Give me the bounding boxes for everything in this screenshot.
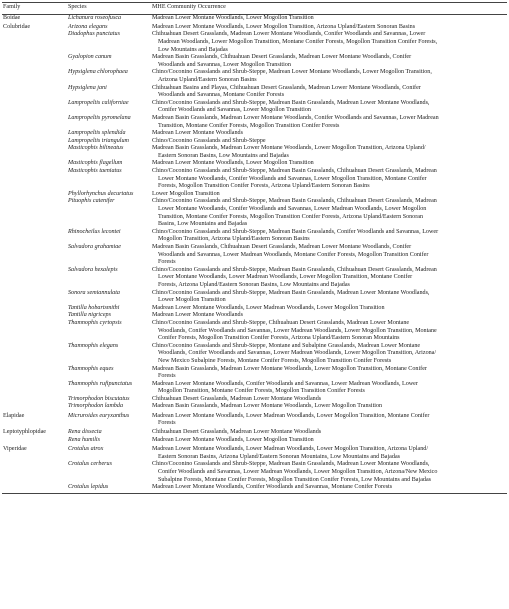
species-cell: Thamnophis eques bbox=[68, 365, 114, 372]
occurrence-cell bbox=[151, 191, 507, 199]
table-row bbox=[2, 428, 507, 437]
species-cell: Tantilla hobartsmithi bbox=[68, 304, 120, 311]
species-cell: Trimorphodon biscutatus bbox=[68, 395, 130, 402]
occurrence-line: Madrean Lower Montane Woodlands, Lower Mogollon Transition bbox=[152, 14, 314, 21]
occurrence-line: Chihuahuan Desert Grasslands, Madrean Lower Montane Woodlands bbox=[152, 429, 322, 436]
occurrence-cell bbox=[151, 403, 507, 411]
occurrence-line: Madrean Lower Montane Woodlands, Lower Madrean Woodlands, Lower Mogollon Transition, Arizona Upland/ bbox=[152, 446, 429, 453]
occurrence-cell bbox=[151, 85, 507, 100]
occurrence-line: Madrean Basin Grasslands, Chihuahuan Desert Grasslands, Madrean Lower Montane Woodlands, Conifer bbox=[152, 244, 412, 250]
occurrence-line: Madrean Lower Montane Woodlands, Conifer Woodlands and Savannas, Montane Conifer Forests bbox=[152, 484, 393, 491]
occurrence-cell bbox=[151, 305, 507, 313]
family-cell bbox=[2, 54, 67, 69]
table-row bbox=[2, 437, 507, 445]
family-cell bbox=[2, 31, 67, 54]
species-cell: Micruroides euryxanthus bbox=[68, 412, 130, 419]
species-cell: Hypsiglena jani bbox=[68, 84, 107, 91]
occurrence-line: Chino/Coconino Grasslands and Shrub-Steppe, Madrean Basin Grasslands, Chihuahuan Desert Grasslands, Madrean bbox=[152, 198, 437, 205]
table-row bbox=[2, 138, 507, 146]
occurrence-cell bbox=[151, 54, 507, 69]
table-row bbox=[2, 305, 507, 313]
table-row bbox=[2, 229, 507, 244]
family-cell bbox=[2, 115, 67, 130]
occurrence-cell bbox=[151, 100, 507, 115]
occurrence-line: Woodlands and Savannas, Montane Conifer Forests bbox=[158, 92, 285, 99]
occurrence-line: Madrean Lower Montane Woodlands, Conifer Woodlands and Savannas, Lower Madrean Woodlands, Lower bbox=[152, 380, 418, 387]
occurrence-cell bbox=[151, 381, 507, 396]
species-cell: Lichanura roseofusca bbox=[68, 14, 122, 21]
table-row bbox=[2, 85, 507, 100]
occurrence-cell bbox=[151, 130, 507, 138]
occurrence-line: Chino/Coconino Grasslands and Shrub-Steppe, Chihuahuan Desert Grasslands, Madrean Lower Montane bbox=[152, 319, 410, 326]
occurrence-line: Woodlands and Savannas, Lower Madrean Woodlands, Montane Conifer Forests, Mogollon Transition Conifer bbox=[158, 251, 429, 258]
species-cell: Trimorphodon lambda bbox=[68, 403, 124, 410]
table-row bbox=[2, 461, 507, 484]
occurrence-line: Chihuahuan Desert Grasslands, Madrean Lower Montane Woodlands bbox=[152, 395, 322, 402]
table-row bbox=[2, 403, 507, 411]
species-cell: Rena dissecta bbox=[68, 429, 102, 436]
family-cell: Elapidae bbox=[3, 412, 25, 419]
occurrence-cell bbox=[151, 445, 507, 462]
table-row bbox=[2, 130, 507, 138]
occurrence-line: Woodlands, Conifer Woodlands and Savannas, Lower Madrean Woodlands, Lower Mogollon Transition, Montane bbox=[158, 327, 437, 334]
table-row bbox=[2, 145, 507, 160]
species-cell: Salvadora grahamiae bbox=[68, 244, 121, 250]
occurrence-line: Madrean Lower Montane Woodlands bbox=[152, 312, 243, 319]
header-row bbox=[2, 3, 507, 15]
table-row bbox=[2, 484, 507, 493]
species-cell: Arizona elegans bbox=[68, 23, 108, 30]
table-row bbox=[2, 267, 507, 290]
family-cell bbox=[2, 130, 67, 138]
occurrence-line: Mogollon Transition, Montane Conifer Forests, Mogollon Transition Conifer Forests bbox=[158, 388, 365, 395]
occurrence-line: Madrean Basin Grasslands, Chihuahuan Desert Grasslands, Madrean Lower Montane Woodlands, Conifer bbox=[152, 54, 412, 61]
family-cell bbox=[2, 138, 67, 146]
species-cell: Rhinocheilus lecontei bbox=[68, 228, 121, 235]
table-row bbox=[2, 54, 507, 69]
occurrence-line: Lower Mogollon Transition bbox=[152, 190, 220, 197]
occurrence-line: Forests, Arizona Upland/Eastern Sonoran Basins, Low Mountains and Bajadas bbox=[158, 281, 350, 288]
family-cell bbox=[2, 100, 67, 115]
family-cell bbox=[2, 343, 67, 366]
table-row bbox=[2, 343, 507, 366]
occurrence-line: Transition, Montane Conifer Forests, Mogollon Transition Conifer Forests bbox=[158, 122, 340, 129]
family-cell: Colubridae bbox=[3, 23, 31, 30]
family-cell bbox=[2, 191, 67, 199]
table-row bbox=[2, 100, 507, 115]
occurrence-cell bbox=[151, 428, 507, 437]
occurrence-cell bbox=[151, 437, 507, 445]
occurrence-line: Madrean Woodlands, Lower Mogollon Transition, Montane Conifer Forests, Mogollon Transition Conifer Forests, bbox=[158, 38, 438, 45]
family-cell bbox=[2, 366, 67, 381]
occurrence-cell bbox=[151, 14, 507, 22]
table-row bbox=[2, 22, 507, 31]
species-cell: Pituophis catenifer bbox=[68, 198, 115, 205]
occurrence-line: Lower Montane Woodlands, Lower Madrean Woodlands, Lower Mogollon Transition, Montane Conifer bbox=[158, 274, 413, 281]
occurrence-cell bbox=[151, 396, 507, 404]
occurrence-line: Chino/Coconino Grasslands and Shrub-Steppe, Madrean Basin Grasslands, Madrean Lower Montane Woodlands, bbox=[152, 99, 430, 106]
family-cell bbox=[2, 267, 67, 290]
species-cell: Lampropeltis triangulum bbox=[68, 137, 129, 144]
occurrence-cell bbox=[151, 145, 507, 160]
table-row bbox=[2, 31, 507, 54]
occurrence-line: Low Mountains and Bajadas bbox=[158, 46, 228, 53]
occurrence-line: Woodlands, Conifer Woodlands and Savannas, Lower Madrean Woodlands, Lower Mogollon Transition, Arizona/ bbox=[158, 350, 437, 357]
species-cell: Salvadora hexalepis bbox=[68, 266, 118, 273]
table-row bbox=[2, 160, 507, 168]
family-cell bbox=[2, 403, 67, 411]
species-cell: Sonora semiannulata bbox=[68, 289, 120, 296]
occurrence-cell bbox=[151, 461, 507, 484]
occurrence-line: Eastern Sonoran Basins, Arizona Upland/Eastern Sonoran Mountains, Low Mountains and Bajadas bbox=[158, 453, 401, 460]
occurrence-line: Conifer Woodlands and Savannas, Lower Madrean Woodlands, Lower Mogollon Transition, Arizona/New Mexico bbox=[158, 469, 438, 475]
species-cell: Thamnophis cyrtopsis bbox=[68, 319, 122, 326]
species-cell: Lampropeltis californiae bbox=[68, 99, 129, 106]
family-cell bbox=[2, 290, 67, 305]
occurrence-line: Lower Montane Woodlands, Conifer Woodlands and Savannas, Lower Madrean Woodlands, Lower Mogollon bbox=[158, 206, 427, 213]
occurrence-cell bbox=[151, 168, 507, 191]
occurrence-line: Madrean Basin Grasslands, Madrean Lower Montane Woodlands, Lower Mogollon Transition, Montane Conifer bbox=[152, 365, 427, 372]
occurrence-line: Madrean Lower Montane Woodlands, Lower Madrean Woodlands, Lower Mogollon Transition bbox=[152, 304, 385, 311]
species-cell: Phyllorhynchus decurtatus bbox=[68, 190, 134, 197]
occurrence-cell bbox=[151, 138, 507, 146]
occurrence-cell bbox=[151, 229, 507, 244]
occurrence-cell bbox=[151, 22, 507, 31]
occurrence-cell bbox=[151, 343, 507, 366]
table-row bbox=[2, 320, 507, 343]
occurrence-line: New Mexico Subalpine Forests, Montane Conifer Forests, Mogollon Transition Conifer Forests bbox=[158, 357, 392, 364]
occurrence-cell bbox=[151, 69, 507, 84]
occurrence-line: Chino/Coconino Grasslands and Shrub-Steppe, Madrean Basin Grasslands, Madrean Lower Montane Woodlands, bbox=[152, 461, 430, 468]
occurrence-line: Forests bbox=[158, 373, 176, 380]
occurrence-line: Chino/Coconino Grasslands and Shrub-Steppe, Madrean Basin Grasslands, Chihuahuan Desert Grasslands, Madrean bbox=[152, 168, 437, 175]
species-cell: Hypsiglena chlorophaea bbox=[68, 69, 128, 76]
family-cell bbox=[2, 484, 67, 493]
table-row bbox=[2, 14, 507, 22]
occurrence-cell bbox=[151, 115, 507, 130]
occurrence-line: Madrean Lower Montane Woodlands, Lower Mogollon Transition, Arizona Upland/Eastern Sonoran Basins bbox=[152, 23, 416, 30]
occurrence-line: Chino/Coconino Grasslands and Shrub-Steppe, Montane and Subalpine Grasslands, Madrean Lower Montane bbox=[152, 342, 421, 349]
family-cell: Viperidae bbox=[3, 446, 27, 453]
occurrence-cell bbox=[151, 366, 507, 381]
family-cell bbox=[2, 145, 67, 160]
table-row bbox=[2, 381, 507, 396]
species-cell: Crotalus lepidus bbox=[67, 484, 151, 493]
species-cell: Rena humilis bbox=[68, 437, 100, 444]
table-body bbox=[2, 14, 507, 493]
occurrence-line: Woodlands and Savannas, Lower Mogollon Transition bbox=[158, 61, 291, 68]
species-cell: Diadophus punctatus bbox=[68, 31, 120, 38]
occurrence-line: Madrean Lower Montane Woodlands bbox=[152, 130, 243, 137]
occurrence-line: Mogollon Transition, Arizona Upland/Eastern Sonoran Basins bbox=[158, 236, 310, 243]
table-header bbox=[2, 3, 507, 15]
family-cell bbox=[2, 396, 67, 404]
occurrence-line: Madrean Lower Montane Woodlands, Lower Mogollon Transition bbox=[152, 437, 314, 444]
occurrence-cell bbox=[151, 411, 507, 428]
family-cell bbox=[2, 312, 67, 320]
table-row bbox=[2, 244, 507, 267]
table-row bbox=[2, 198, 507, 228]
occurrence-cell bbox=[151, 312, 507, 320]
family-cell bbox=[2, 198, 67, 228]
species-cell: Crotalus cerberus bbox=[68, 461, 112, 468]
occurrence-line: Forests bbox=[158, 420, 176, 427]
species-cell: Masticophis bilineatus bbox=[68, 145, 124, 152]
family-cell bbox=[2, 461, 67, 484]
occurrence-line: Madrean Lower Montane Woodlands, Lower Mogollon Transition bbox=[152, 160, 314, 167]
occurrence-line: Chino/Coconino Grasslands and Shrub-Steppe bbox=[152, 137, 266, 144]
occurrence-line: Chino/Coconino Grasslands and Shrub-Steppe, Madrean Basin Grasslands, Madrean Lower Montane Woodlands, bbox=[152, 289, 430, 296]
occurrence-line: Madrean Basin Grasslands, Madrean Lower Montane Woodlands, Lower Mogollon Transition bbox=[152, 403, 383, 410]
family-cell bbox=[2, 305, 67, 313]
family-cell bbox=[2, 381, 67, 396]
header-family: Family bbox=[2, 3, 67, 15]
occurrence-line: Eastern Sonoran Basins, Low Mountains and Bajadas bbox=[158, 152, 289, 159]
occurrence-cell bbox=[151, 31, 507, 54]
occurrence-line: Transition, Montane Conifer Forests, Mogollon Transition Conifer Forests, Arizona Upland/Eastern Sonoran bbox=[158, 213, 424, 220]
table-row bbox=[2, 396, 507, 404]
family-cell bbox=[2, 229, 67, 244]
table-row bbox=[2, 411, 507, 428]
species-cell: Masticophis taeniatus bbox=[68, 168, 122, 175]
occurrence-line: Arizona Upland/Eastern Sonoran Basins bbox=[158, 76, 257, 83]
family-cell bbox=[2, 69, 67, 84]
occurrence-line: Basins, Low Mountains and Bajadas bbox=[158, 221, 248, 228]
family-cell: Boidae bbox=[3, 14, 21, 21]
table-row bbox=[2, 115, 507, 130]
family-cell bbox=[2, 168, 67, 191]
species-cell: Crotalus atrox bbox=[68, 446, 104, 453]
occurrence-cell bbox=[151, 484, 507, 493]
table-row bbox=[2, 168, 507, 191]
species-cell: Masticophis flagellum bbox=[68, 160, 123, 167]
family-cell bbox=[2, 437, 67, 445]
species-cell: Gyalopion canum bbox=[68, 54, 112, 61]
occurrence-line: Chino/Coconino Grasslands and Shrub-Steppe, Madrean Lower Montane Woodlands, Lower Mogollon Transition, bbox=[152, 69, 432, 76]
family-cell bbox=[2, 160, 67, 168]
occurrence-cell bbox=[151, 290, 507, 305]
species-occurrence-table bbox=[2, 2, 507, 494]
header-species: Species bbox=[67, 3, 151, 15]
occurrence-cell bbox=[151, 267, 507, 290]
family-cell bbox=[2, 85, 67, 100]
occurrence-line: Conifer Forests, Mogollon Transition Conifer Forests, Arizona Upland/Eastern Sonoran Mountains bbox=[158, 335, 400, 342]
occurrence-line: Lower Montane Woodlands, Conifer Woodlands and Savannas, Lower Mogollon Transition, Montane Conifer bbox=[158, 175, 427, 182]
table-row bbox=[2, 445, 507, 462]
species-cell: Tantilla nigriceps bbox=[68, 312, 111, 319]
occurrence-line: Madrean Lower Montane Woodlands, Lower Madrean Woodlands, Lower Mogollon Transition, Montane Conifer bbox=[152, 412, 430, 419]
occurrence-line: Conifer Woodlands and Savannas, Lower Mogollon Transition bbox=[158, 107, 311, 114]
occurrence-line: Chihuahuan Desert Grasslands, Madrean Lower Montane Woodlands, Conifer Woodlands and Savannas, Lower bbox=[152, 31, 426, 38]
occurrence-cell bbox=[151, 320, 507, 343]
occurrence-line: Subalpine Forests, Montane Conifer Forests, Mogollon Transition Conifer Forests, Low Mountains and Bajadas bbox=[158, 476, 432, 483]
occurrence-line: Chihuahuan Basins and Playas, Chihuahuan Desert Grasslands, Madrean Lower Montane Woodlands, Conifer bbox=[152, 84, 421, 91]
table-row bbox=[2, 366, 507, 381]
occurrence-cell bbox=[151, 198, 507, 228]
occurrence-line: Madrean Basin Grasslands, Madrean Lower Montane Woodlands, Lower Mogollon Transition, Arizona Upland/ bbox=[152, 145, 426, 152]
occurrence-cell bbox=[151, 160, 507, 168]
occurrence-line: Forests bbox=[158, 259, 176, 266]
species-cell: Lampropeltis pyromelana bbox=[68, 114, 131, 121]
species-cell: Thamnophis rufipunctatus bbox=[68, 380, 133, 387]
family-cell bbox=[2, 244, 67, 267]
occurrence-line: Chino/Coconino Grasslands and Shrub-Steppe, Madrean Basin Grasslands, Conifer Woodlands and Savannas, Lower bbox=[152, 228, 439, 235]
occurrence-line: Forests, Mogollon Transition Conifer Forests, Arizona Upland/Eastern Sonoran Basins bbox=[158, 183, 370, 190]
table-row bbox=[2, 69, 507, 84]
species-cell: Thamnophis elegans bbox=[68, 342, 119, 349]
occurrence-line: Chino/Coconino Grasslands and Shrub-Steppe, Madrean Basin Grasslands, Chihuahuan Desert Grasslands, Madrean bbox=[152, 266, 437, 273]
occurrence-cell bbox=[151, 244, 507, 267]
occurrence-line: Madrean Basin Grasslands, Madrean Lower Montane Woodlands, Conifer Woodlands and Savannas, Lower Madrean bbox=[152, 114, 439, 121]
table-row bbox=[2, 312, 507, 320]
table-row bbox=[2, 290, 507, 305]
species-cell: Lampropeltis splendida bbox=[68, 130, 126, 137]
family-cell: Leptotyphlopidae bbox=[3, 429, 46, 436]
header-occurrence: MHE Community Occurrence bbox=[151, 3, 507, 15]
occurrence-line: Lower Mogollon Transition bbox=[158, 297, 226, 304]
family-cell bbox=[2, 320, 67, 343]
